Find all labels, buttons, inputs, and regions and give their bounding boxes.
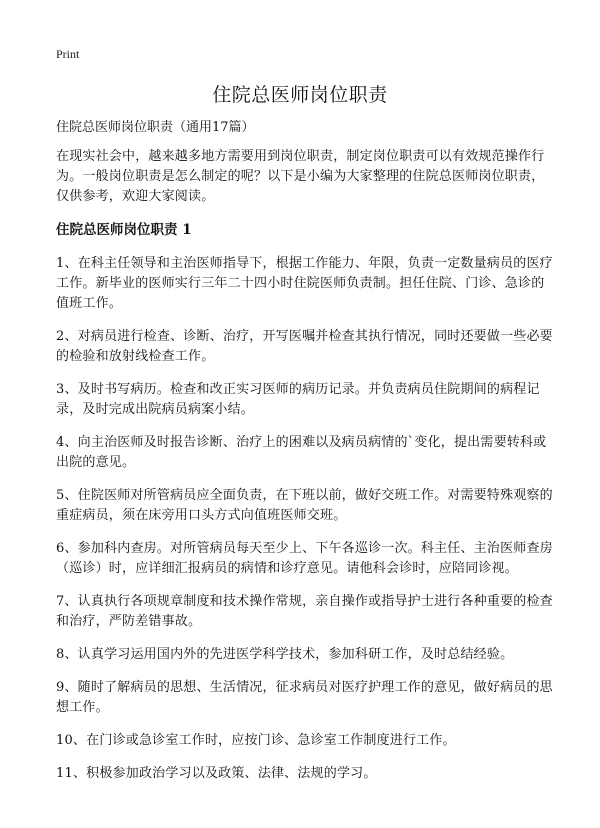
duty-item: 8、认真学习运用国内外的先进医学科学技术，参加科研工作，及时总结经验。 bbox=[56, 647, 514, 662]
duty-item: 5、住院医师对所管病员应全面负责，在下班以前，做好交班工作。对需要特殊观察的重症病员，须在床旁用口头方式向值班医师交班。 bbox=[56, 488, 553, 523]
intro-paragraph: 在现实社会中，越来越多地方需要用到岗位职责，制定岗位职责可以有效规范操作行为。一般岗位职责是怎么制定的呢？以下是小编为大家整理的住院总医师岗位职责，仅供参考，欢迎大家阅读。 bbox=[56, 149, 545, 204]
print-link[interactable]: Print bbox=[56, 47, 80, 61]
duty-item: 2、对病员进行检查、诊断、治疗，开写医嘱并检查其执行情况，同时还要做一些必要的检验和放射线检查工作。 bbox=[56, 329, 553, 364]
duty-item: 10、在门诊或急诊室工作时，应按门诊、急诊室工作制度进行工作。 bbox=[56, 733, 456, 748]
duty-item: 9、随时了解病员的思想、生活情况，征求病员对医疗护理工作的意见，做好病员的思想工作。 bbox=[56, 680, 553, 715]
duty-list bbox=[56, 254, 555, 784]
duty-item: 3、及时书写病历。检查和改正实习医师的病历记录。并负责病员住院期间的病程记录，及时完成出院病员病案小结。 bbox=[56, 382, 540, 417]
document-subtitle: 住院总医师岗位职责（通用17篇） bbox=[56, 120, 255, 135]
duty-item: 11、积极参加政治学习以及政策、法律、法规的学习。 bbox=[56, 766, 377, 781]
page-title: 住院总医师岗位职责 bbox=[212, 84, 388, 106]
duty-item: 1、在科主任领导和主治医师指导下，根据工作能力、年限，负责一定数量病员的医疗工作。新毕业的医师实行三年二十四小时住院医师负责制。担任住院、门诊、急诊的值班工作。 bbox=[56, 256, 553, 311]
duty-item: 4、向主治医师及时报告诊断、治疗上的困难以及病员病情的`变化，提出需要转科或出院的意见。 bbox=[56, 435, 547, 470]
duty-item: 6、参加科内查房。对所管病员每天至少上、下午各巡诊一次。科主任、主治医师查房（巡诊）时，应详细汇报病员的病情和诊疗意见。请他科会诊时，应陪同诊视。 bbox=[56, 541, 553, 576]
duty-item: 7、认真执行各项规章制度和技术操作常规，亲自操作或指导护士进行各种重要的检查和治疗，严防差错事故。 bbox=[56, 594, 553, 629]
section-heading: 住院总医师岗位职责 1 bbox=[56, 222, 192, 238]
document-body bbox=[56, 118, 555, 797]
